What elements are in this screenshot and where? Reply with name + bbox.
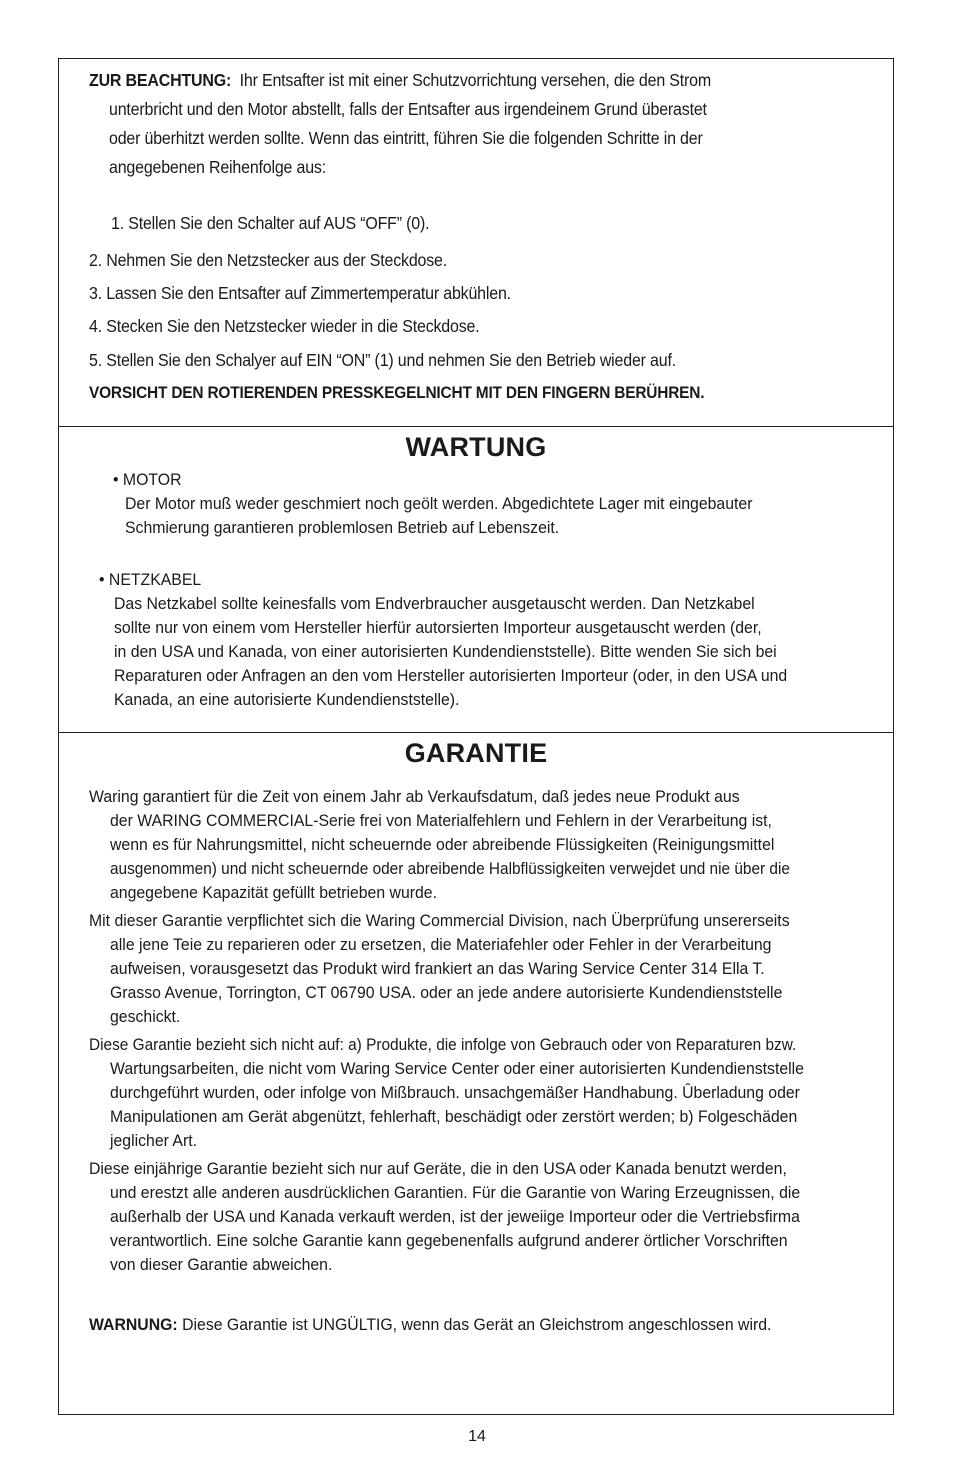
garantie-p2-line-1: alle jene Teie zu reparieren oder zu ersetzen, die Materiafehler oder Fehler in der Verarbeitung [110, 935, 772, 954]
garantie-p1-line-0: Waring garantiert für die Zeit von einem Jahr ab Verkaufsdatum, daß jedes neue Produkt aus [89, 787, 740, 806]
note-line-1: unterbricht und den Motor abstellt, falls der Entsafter aus irgendeinem Grund überastet [109, 99, 707, 119]
page-number: 14 [468, 1428, 486, 1445]
garantie-p3-line-0: Diese Garantie bezieht sich nicht auf: a) Produkte, die infolge von Gebrauch oder von Reparaturen bzw. [89, 1035, 797, 1054]
garantie-p4-line-1: und erestzt alle anderen ausdrücklichen Garantien. Für die Garantie von Waring Erzeugnissen, die [110, 1183, 801, 1202]
garantie-warning [89, 1313, 771, 1337]
garantie-section [59, 733, 893, 1413]
wartung-section [59, 427, 893, 733]
note-line-3: angegebenen Reihenfolge aus: [109, 157, 326, 177]
note-section [59, 59, 893, 427]
step-2: 2. Nehmen Sie den Netzstecker aus der Steckdose. [89, 250, 448, 270]
garantie-p1-line-4: angegebene Kapazität gefüllt betrieben wurde. [110, 883, 437, 902]
motor-label: • MOTOR [113, 470, 182, 489]
garantie-p4-line-3: verantwortlich. Eine solche Garantie kann gegebenenfalls aufgrund anderer örtlicher Vorschriften [110, 1231, 788, 1250]
netzkabel-line-2: in den USA und Kanada, von einer autorisierten Kundendienststelle). Bitte wenden Sie sich bei [114, 642, 777, 661]
garantie-p1-line-2: wenn es für Nahrungsmittel, nicht scheuernde oder abreibende Flüssigkeiten (Reinigungsmittel [110, 835, 775, 854]
note-text-0: Ihr Entsafter ist mit einer Schutzvorrichtung versehen, die den Strom [239, 70, 712, 90]
garantie-p3-line-2: durchgeführt wurden, oder infolge von Mißbrauch. unsachgemäßer Handhabung. Ûberladung oder [110, 1083, 800, 1102]
step-4: 4. Stecken Sie den Netzstecker wieder in die Steckdose. [89, 316, 480, 336]
garantie-p4-line-0: Diese einjährige Garantie bezieht sich nur auf Geräte, die in den USA oder Kanada benutzt werden, [89, 1159, 787, 1178]
netzkabel-line-0: Das Netzkabel sollte keinesfalls vom Endverbraucher ausgetauscht werden. Dan Netzkabel [114, 594, 755, 613]
garantie-p1-line-3: ausgenommen) und nicht scheuernde oder abreibende Halbflüssigkeiten verwejdet und nie über die [110, 859, 790, 878]
caution-text: VORSICHT DEN ROTIERENDEN PRESSKEGELNICHT MIT DEN FINGERN BERÜHREN. [89, 383, 705, 402]
note-label: ZUR BEACHTUNG: [89, 70, 232, 90]
netzkabel-line-3: Reparaturen oder Anfragen an den vom Hersteller autorisierten Importeur (oder, in den USA und [114, 666, 788, 685]
garantie-p1-line-1: der WARING COMMERCIAL-Serie frei von Materialfehlern und Fehlern in der Verarbeitung ist, [110, 811, 772, 830]
netzkabel-line-4: Kanada, an eine autorisierte Kundendienststelle). [114, 690, 460, 709]
netzkabel-label: • NETZKABEL [99, 570, 202, 589]
note-line-2: oder überhitzt werden sollte. Wenn das eintritt, führen Sie die folgenden Schritte in der [109, 128, 703, 148]
motor-line-1: Schmierung garantieren problemlosen Betrieb auf Lebenszeit. [125, 518, 560, 537]
step-1: 1. Stellen Sie den Schalter auf AUS “OFF” (0). [111, 213, 430, 233]
garantie-p3-line-1: Wartungsarbeiten, die nicht vom Waring Service Center oder einer autorisierten Kundendienststelle [110, 1059, 804, 1078]
wartung-title: WARTUNG [405, 432, 547, 462]
warning-label: WARNUNG: [89, 1315, 178, 1334]
page-frame [58, 58, 894, 1415]
garantie-p3-line-3: Manipulationen am Gerät abgenützt, fehlerhaft, beschädigt oder zerstört werden; b) Folgeschäden [110, 1107, 798, 1126]
garantie-p2-line-3: Grasso Avenue, Torrington, CT 06790 USA. oder an jede andere autorisierte Kundendienststelle [110, 983, 783, 1002]
garantie-p2-line-2: aufweisen, vorausgesetzt das Produkt wird frankiert an das Waring Service Center 314 Ella T. [110, 959, 765, 978]
step-5: 5. Stellen Sie den Schalyer auf EIN “ON” (1) und nehmen Sie den Betrieb wieder auf. [89, 350, 676, 370]
garantie-title: GARANTIE [404, 738, 548, 768]
warning-text: Diese Garantie ist UNGÜLTIG, wenn das Gerät an Gleichstrom angeschlossen wird. [177, 1315, 772, 1334]
garantie-p4-line-2: außerhalb der USA und Kanada verkauft werden, ist der jeweiige Importeur oder die Vertriebsfirma [110, 1207, 800, 1226]
garantie-p2-line-4: geschickt. [110, 1007, 181, 1026]
garantie-p3-line-4: jeglicher Art. [110, 1131, 197, 1150]
step-3: 3. Lassen Sie den Entsafter auf Zimmertemperatur abkühlen. [89, 283, 511, 303]
motor-line-0: Der Motor muß weder geschmiert noch geölt werden. Abgedichtete Lager mit eingebauter [125, 494, 753, 513]
garantie-p4-line-4: von dieser Garantie abweichen. [110, 1255, 333, 1274]
note-line-0 [89, 68, 711, 92]
netzkabel-line-1: sollte nur von einem vom Hersteller hierfür autorsierten Importeur ausgetauscht werden (der, [114, 618, 762, 637]
garantie-p2-line-0: Mit dieser Garantie verpflichtet sich die Waring Commercial Division, nach Überprüfung unsererseits [89, 911, 790, 930]
